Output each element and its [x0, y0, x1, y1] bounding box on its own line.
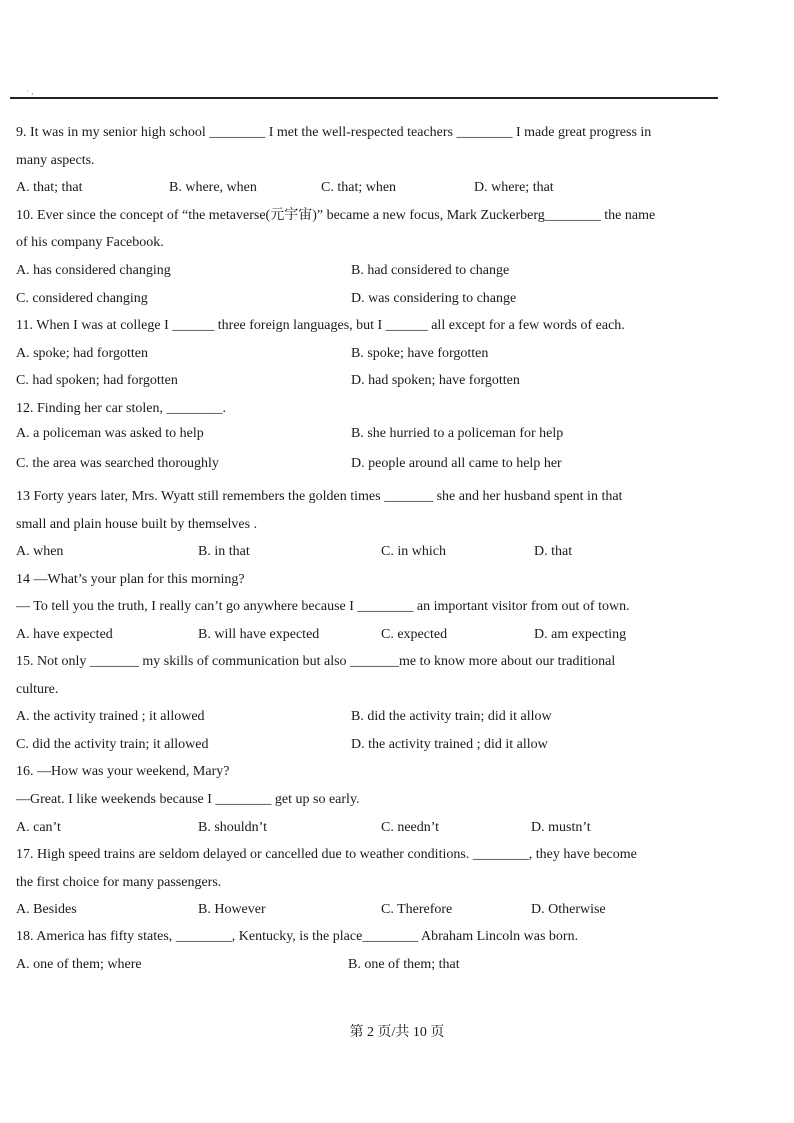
q11-option-d: D. had spoken; have forgotten — [351, 373, 520, 388]
q15-option-c: C. did the activity train; it allowed — [16, 737, 209, 752]
q9-stem-line1: 9. It was in my senior high school ________ I met the well-respected teachers ________ I made great progress in — [16, 125, 652, 140]
q14-option-b: B. will have expected — [198, 627, 320, 642]
q13-option-d: D. that — [534, 544, 573, 559]
q17-option-b: B. However — [198, 902, 266, 917]
q12-option-d: D. people around all came to help her — [351, 456, 562, 471]
q9-stem-line2: many aspects. — [16, 153, 95, 168]
q12-option-a: A. a policeman was asked to help — [16, 426, 204, 441]
q12-stem-line1: 12. Finding her car stolen, ________. — [16, 401, 226, 416]
q12-option-c: C. the area was searched thoroughly — [16, 456, 219, 471]
q16-option-c: C. needn’t — [381, 820, 440, 835]
q15-option-b: B. did the activity train; did it allow — [351, 709, 552, 724]
q10-option-a: A. has considered changing — [16, 263, 171, 278]
q15-stem-line2: culture. — [16, 682, 59, 697]
q13-option-c: C. in which — [381, 544, 446, 559]
q9-option-d: D. where; that — [474, 180, 554, 195]
q16-option-a: A. can’t — [16, 820, 61, 835]
q9-option-b: B. where, when — [169, 180, 257, 195]
q18-option-a: A. one of them; where — [16, 957, 142, 972]
q13-option-b: B. in that — [198, 544, 250, 559]
q17-stem-line2: the first choice for many passengers. — [16, 875, 222, 890]
q16-stem-line1: 16. —How was your weekend, Mary? — [16, 764, 230, 779]
scan-mark: · , — [26, 86, 34, 96]
q18-option-b: B. one of them; that — [348, 957, 460, 972]
q11-stem-line1: 11. When I was at college I ______ three foreign languages, but I ______ all except for a few words of each. — [16, 318, 625, 333]
page-number-footer: 第 2 页/共 10 页 — [349, 1025, 445, 1040]
q10-option-c: C. considered changing — [16, 291, 148, 306]
q17-option-a: A. Besides — [16, 902, 77, 917]
q13-stem-line2: small and plain house built by themselves . — [16, 517, 258, 532]
header-rule — [10, 97, 718, 99]
q15-stem-line1: 15. Not only _______ my skills of communication but also _______me to know more about our traditional — [16, 654, 616, 669]
q14-stem-line1: 14 —What’s your plan for this morning? — [16, 572, 245, 587]
q17-option-c: C. Therefore — [381, 902, 453, 917]
q10-stem-line2: of his company Facebook. — [16, 235, 164, 250]
q12-option-b: B. she hurried to a policeman for help — [351, 426, 564, 441]
q10-stem-line1: 10. Ever since the concept of “the metaverse(元宇宙)” became a new focus, Mark Zuckerberg________ the name — [16, 208, 656, 223]
q13-option-a: A. when — [16, 544, 64, 559]
q10-option-d: D. was considering to change — [351, 291, 517, 306]
q14-option-a: A. have expected — [16, 627, 113, 642]
q14-option-d: D. am expecting — [534, 627, 627, 642]
q14-stem-line2: — To tell you the truth, I really can’t go anywhere because I ________ an important visitor from out of town. — [16, 599, 630, 614]
q17-stem-line1: 17. High speed trains are seldom delayed or cancelled due to weather conditions. ________, they have become — [16, 847, 637, 862]
q16-option-d: D. mustn’t — [531, 820, 591, 835]
q17-option-d: D. Otherwise — [531, 902, 606, 917]
q10-option-b: B. had considered to change — [351, 263, 510, 278]
q11-option-c: C. had spoken; had forgotten — [16, 373, 178, 388]
q9-option-c: C. that; when — [321, 180, 397, 195]
q16-stem-line2: —Great. I like weekends because I ________ get up so early. — [16, 792, 360, 807]
q9-option-a: A. that; that — [16, 180, 83, 195]
q14-option-c: C. expected — [381, 627, 448, 642]
q18-stem-line1: 18. America has fifty states, ________, Kentucky, is the place________ Abraham Lincoln was born. — [16, 929, 579, 944]
q15-option-d: D. the activity trained ; did it allow — [351, 737, 548, 752]
q16-option-b: B. shouldn’t — [198, 820, 267, 835]
q13-stem-line1: 13 Forty years later, Mrs. Wyatt still remembers the golden times _______ she and her husband spent in that — [16, 489, 623, 504]
q11-option-a: A. spoke; had forgotten — [16, 346, 148, 361]
q11-option-b: B. spoke; have forgotten — [351, 346, 489, 361]
q15-option-a: A. the activity trained ; it allowed — [16, 709, 205, 724]
